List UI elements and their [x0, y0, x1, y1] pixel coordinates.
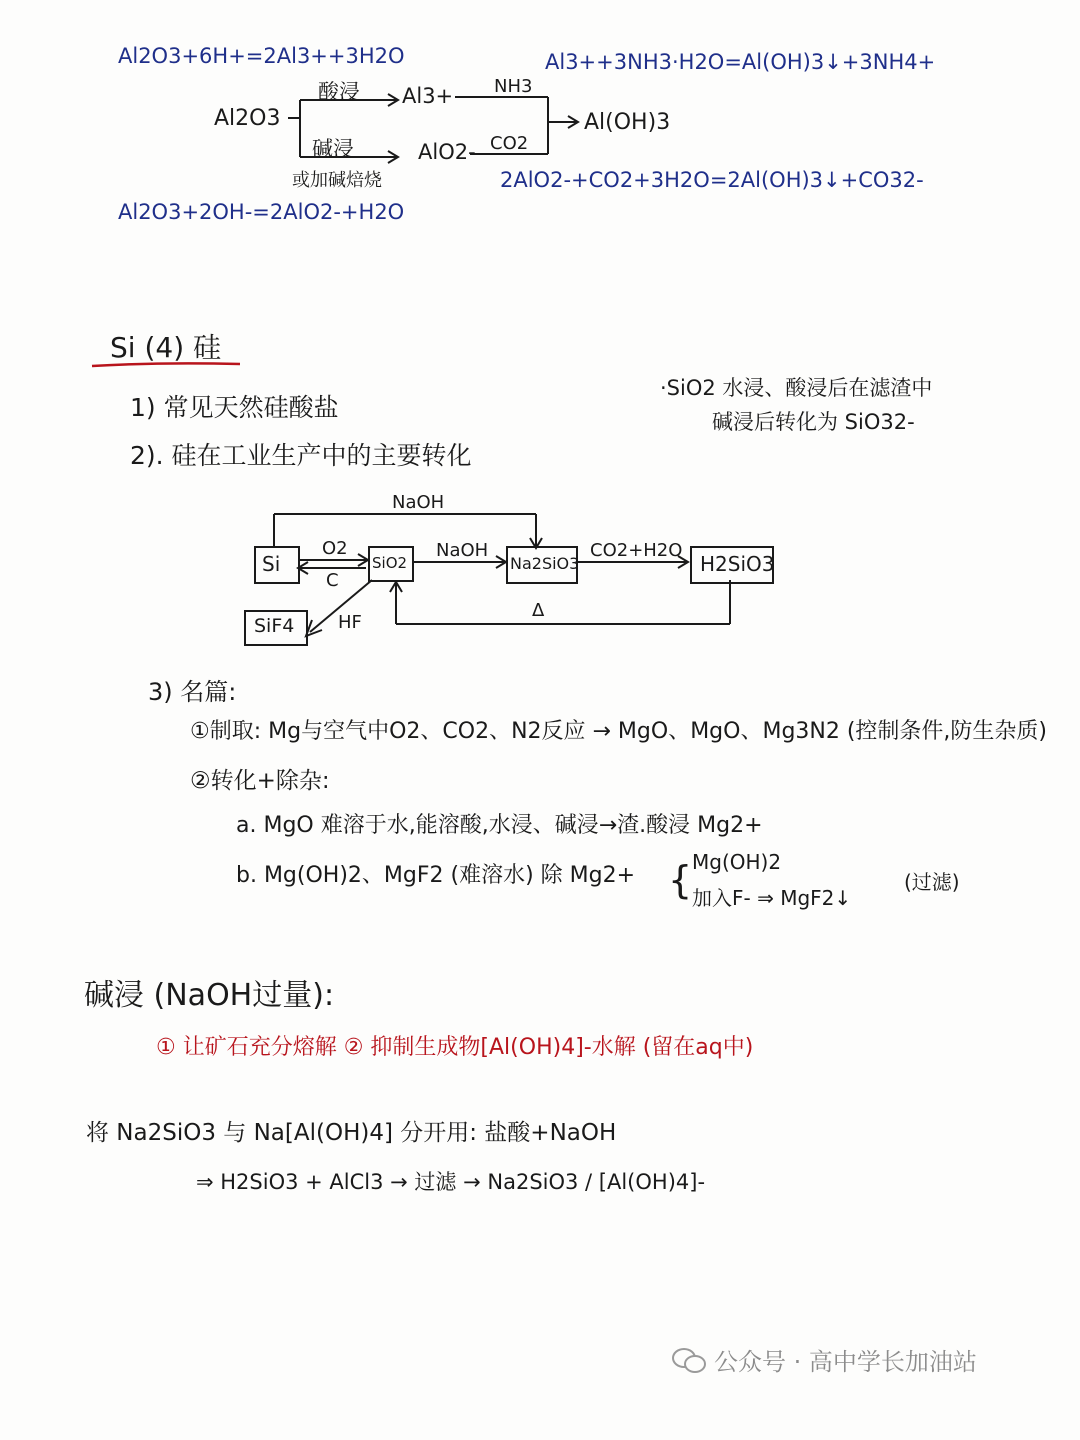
reagent-nh3: NH3	[494, 76, 533, 97]
flow-o2: O2	[322, 538, 348, 559]
alkali-leach-label: 碱浸	[312, 137, 354, 161]
brace: {	[668, 858, 693, 902]
magnesium-item-b-bottom: 加入F- ⇒ MgF2↓	[692, 886, 852, 910]
flow-h2sio3: H2SiO3	[700, 552, 775, 576]
acid-leach-label: 酸浸	[318, 80, 360, 104]
magnesium-transform-heading: ②转化+除杂:	[190, 768, 330, 794]
flow-c: C	[326, 570, 339, 591]
magnesium-heading: 3) 名篇:	[148, 678, 237, 706]
al-oh3-product: Al(OH)3	[584, 110, 671, 135]
alkali-leach-red-note: ① 让矿石充分熔解 ② 抑制生成物[Al(OH)4]-水解 (留在aq中)	[156, 1035, 754, 1060]
sio2-note-line2: 碱浸后转化为 SiO32-	[712, 410, 915, 434]
al3-ion: Al3+	[402, 84, 454, 108]
equation-al2o3-alkali: Al2O3+2OH-=2AlO2-+H2O	[118, 200, 405, 224]
alkali-roast-note: 或加碱焙烧	[292, 170, 382, 191]
equation-al2o3-acid: Al2O3+6H+=2Al3++3H2O	[118, 44, 405, 68]
flow-na2sio3: Na2SiO3	[510, 554, 580, 573]
wechat-icon	[672, 1346, 706, 1374]
silicon-item-2: 2). 硅在工业生产中的主要转化	[130, 441, 472, 470]
reagent-co2: CO2	[490, 133, 529, 154]
flow-si: Si	[262, 552, 281, 576]
alkali-leach-process: ⇒ H2SiO3 + AlCl3 → 过滤 → Na2SiO3 / [Al(OH)4]-	[196, 1170, 706, 1194]
magnesium-item-b-top: Mg(OH)2	[692, 850, 782, 874]
flow-heat: Δ	[532, 600, 545, 621]
alo2-ion: AlO2-	[418, 140, 476, 164]
flow-sio2: SiO2	[372, 554, 408, 572]
sio2-note-line1: ·SiO2 水浸、酸浸后在滤渣中	[660, 376, 933, 400]
equation-al3-nh3: Al3++3NH3·H2O=Al(OH)3↓+3NH4+	[545, 50, 936, 74]
flow-sif4: SiF4	[254, 615, 295, 637]
equation-alo2-co2: 2AlO2-+CO2+3H2O=2Al(OH)3↓+CO32-	[500, 168, 924, 192]
watermark	[672, 1342, 977, 1377]
magnesium-prep: ①制取: Mg与空气中O2、CO2、N2反应 → MgO、MgO、Mg3N2 (控制条件,防生杂质)	[190, 719, 1048, 744]
magnesium-item-b: b. Mg(OH)2、MgF2 (难溶水) 除 Mg2+	[236, 863, 636, 888]
alkali-leach-heading: 碱浸 (NaOH过量):	[84, 978, 335, 1013]
watermark-text: 公众号 · 高中学长加油站	[714, 1348, 977, 1376]
silicon-item-1: 1) 常见天然硅酸盐	[130, 393, 339, 422]
al2o3-start: Al2O3	[214, 106, 281, 131]
alkali-leach-separate: 将 Na2SiO3 与 Na[Al(OH)4] 分开用: 盐酸+NaOH	[86, 1120, 617, 1146]
magnesium-item-a: a. MgO 难溶于水,能溶酸,水浸、碱浸→渣.酸浸 Mg2+	[236, 813, 763, 838]
magnesium-item-b-right: (过滤)	[904, 870, 960, 894]
silicon-heading: Si (4) 硅	[110, 331, 222, 364]
flow-hf: HF	[338, 612, 362, 633]
flow-naoh: NaOH	[436, 540, 489, 561]
flow-top-naoh: NaOH	[392, 492, 445, 513]
flow-co2-h2o: CO2+H2O	[590, 540, 683, 561]
